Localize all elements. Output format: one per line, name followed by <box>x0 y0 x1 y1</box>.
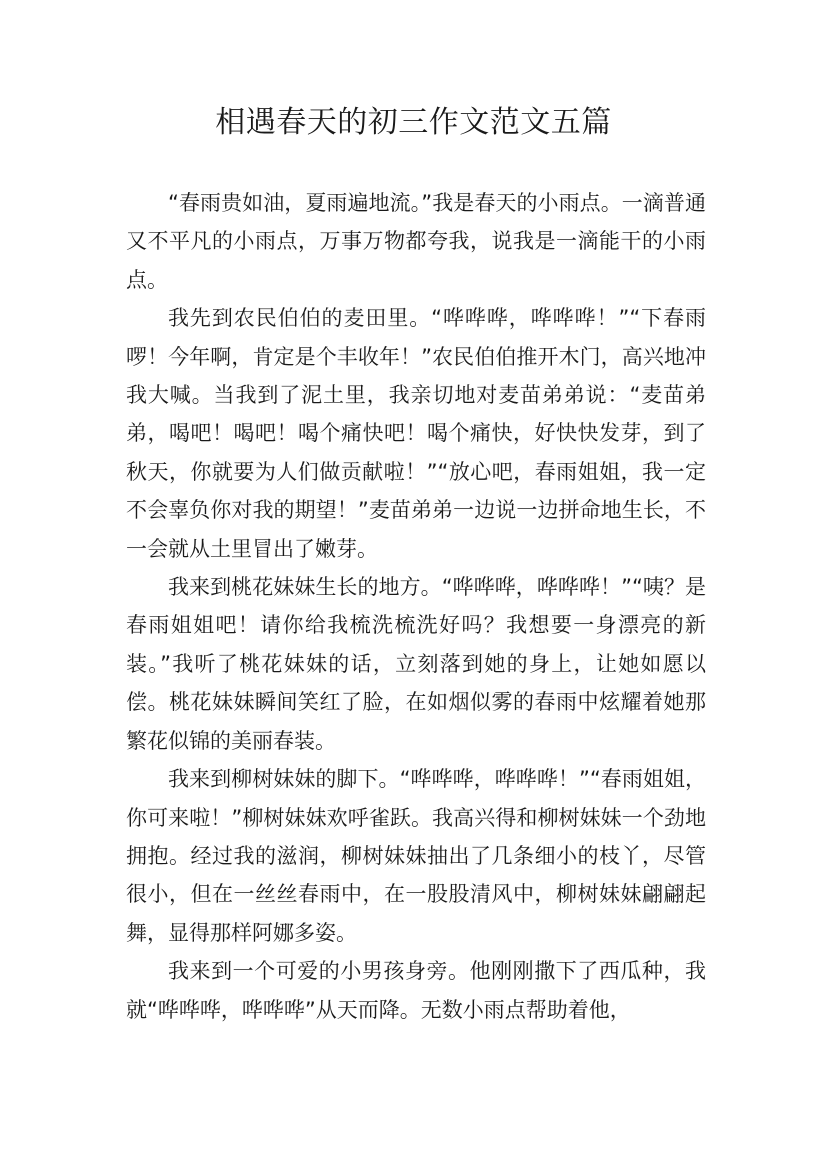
paragraph-4: 我来到柳树妹妹的脚下。“哗哗哗，哗哗哗！”“春雨姐姐，你可来啦！”柳树妹妹欢呼雀跃。我高兴得和柳树妹妹一个劲地拥抱。经过我的滋润，柳树妹妹抽出了几条细小的枝丫，尽管很小，但在一丝丝春雨中，在一股股清风中，柳树妹妹翩翩起舞，显得那样阿娜多姿。 <box>126 767 706 945</box>
paragraph-1: “春雨贵如油，夏雨遍地流。”我是春天的小雨点。一滴普通又不平凡的小雨点，万事万物都夸我，说我是一滴能干的小雨点。 <box>126 191 706 292</box>
document-body <box>126 184 706 1029</box>
paragraph-5: 我来到一个可爱的小男孩身旁。他刚刚撒下了西瓜种，我就“哗哗哗，哗哗哗”从天而降。无数小雨点帮助着他， <box>126 959 706 1022</box>
document-title: 相遇春天的初三作文范文五篇 <box>215 105 612 140</box>
paragraph-3: 我来到桃花妹妹生长的地方。“哗哗哗，哗哗哗！”“咦？是春雨姐姐吧！请你给我梳洗梳洗好吗？我想要一身漂亮的新装。”我听了桃花妹妹的话，立刻落到她的身上，让她如愿以偿。桃花妹妹瞬间笑红了脸，在如烟似雾的春雨中炫耀着她那繁花似锦的美丽春装。 <box>126 575 706 753</box>
paragraph-2: 我先到农民伯伯的麦田里。“哗哗哗，哗哗哗！”“下春雨啰！今年啊，肯定是个丰收年！”农民伯伯推开木门，高兴地冲我大喊。当我到了泥土里，我亲切地对麦苗弟弟说：“麦苗弟弟，喝吧！喝吧！喝个痛快吧！喝个痛快，好快快发芽，到了秋天，你就要为人们做贡献啦！”“放心吧，春雨姐姐，我一定不会辜负你对我的期望！”麦苗弟弟一边说一边拼命地生长，不一会就从土里冒出了嫩芽。 <box>126 306 706 561</box>
